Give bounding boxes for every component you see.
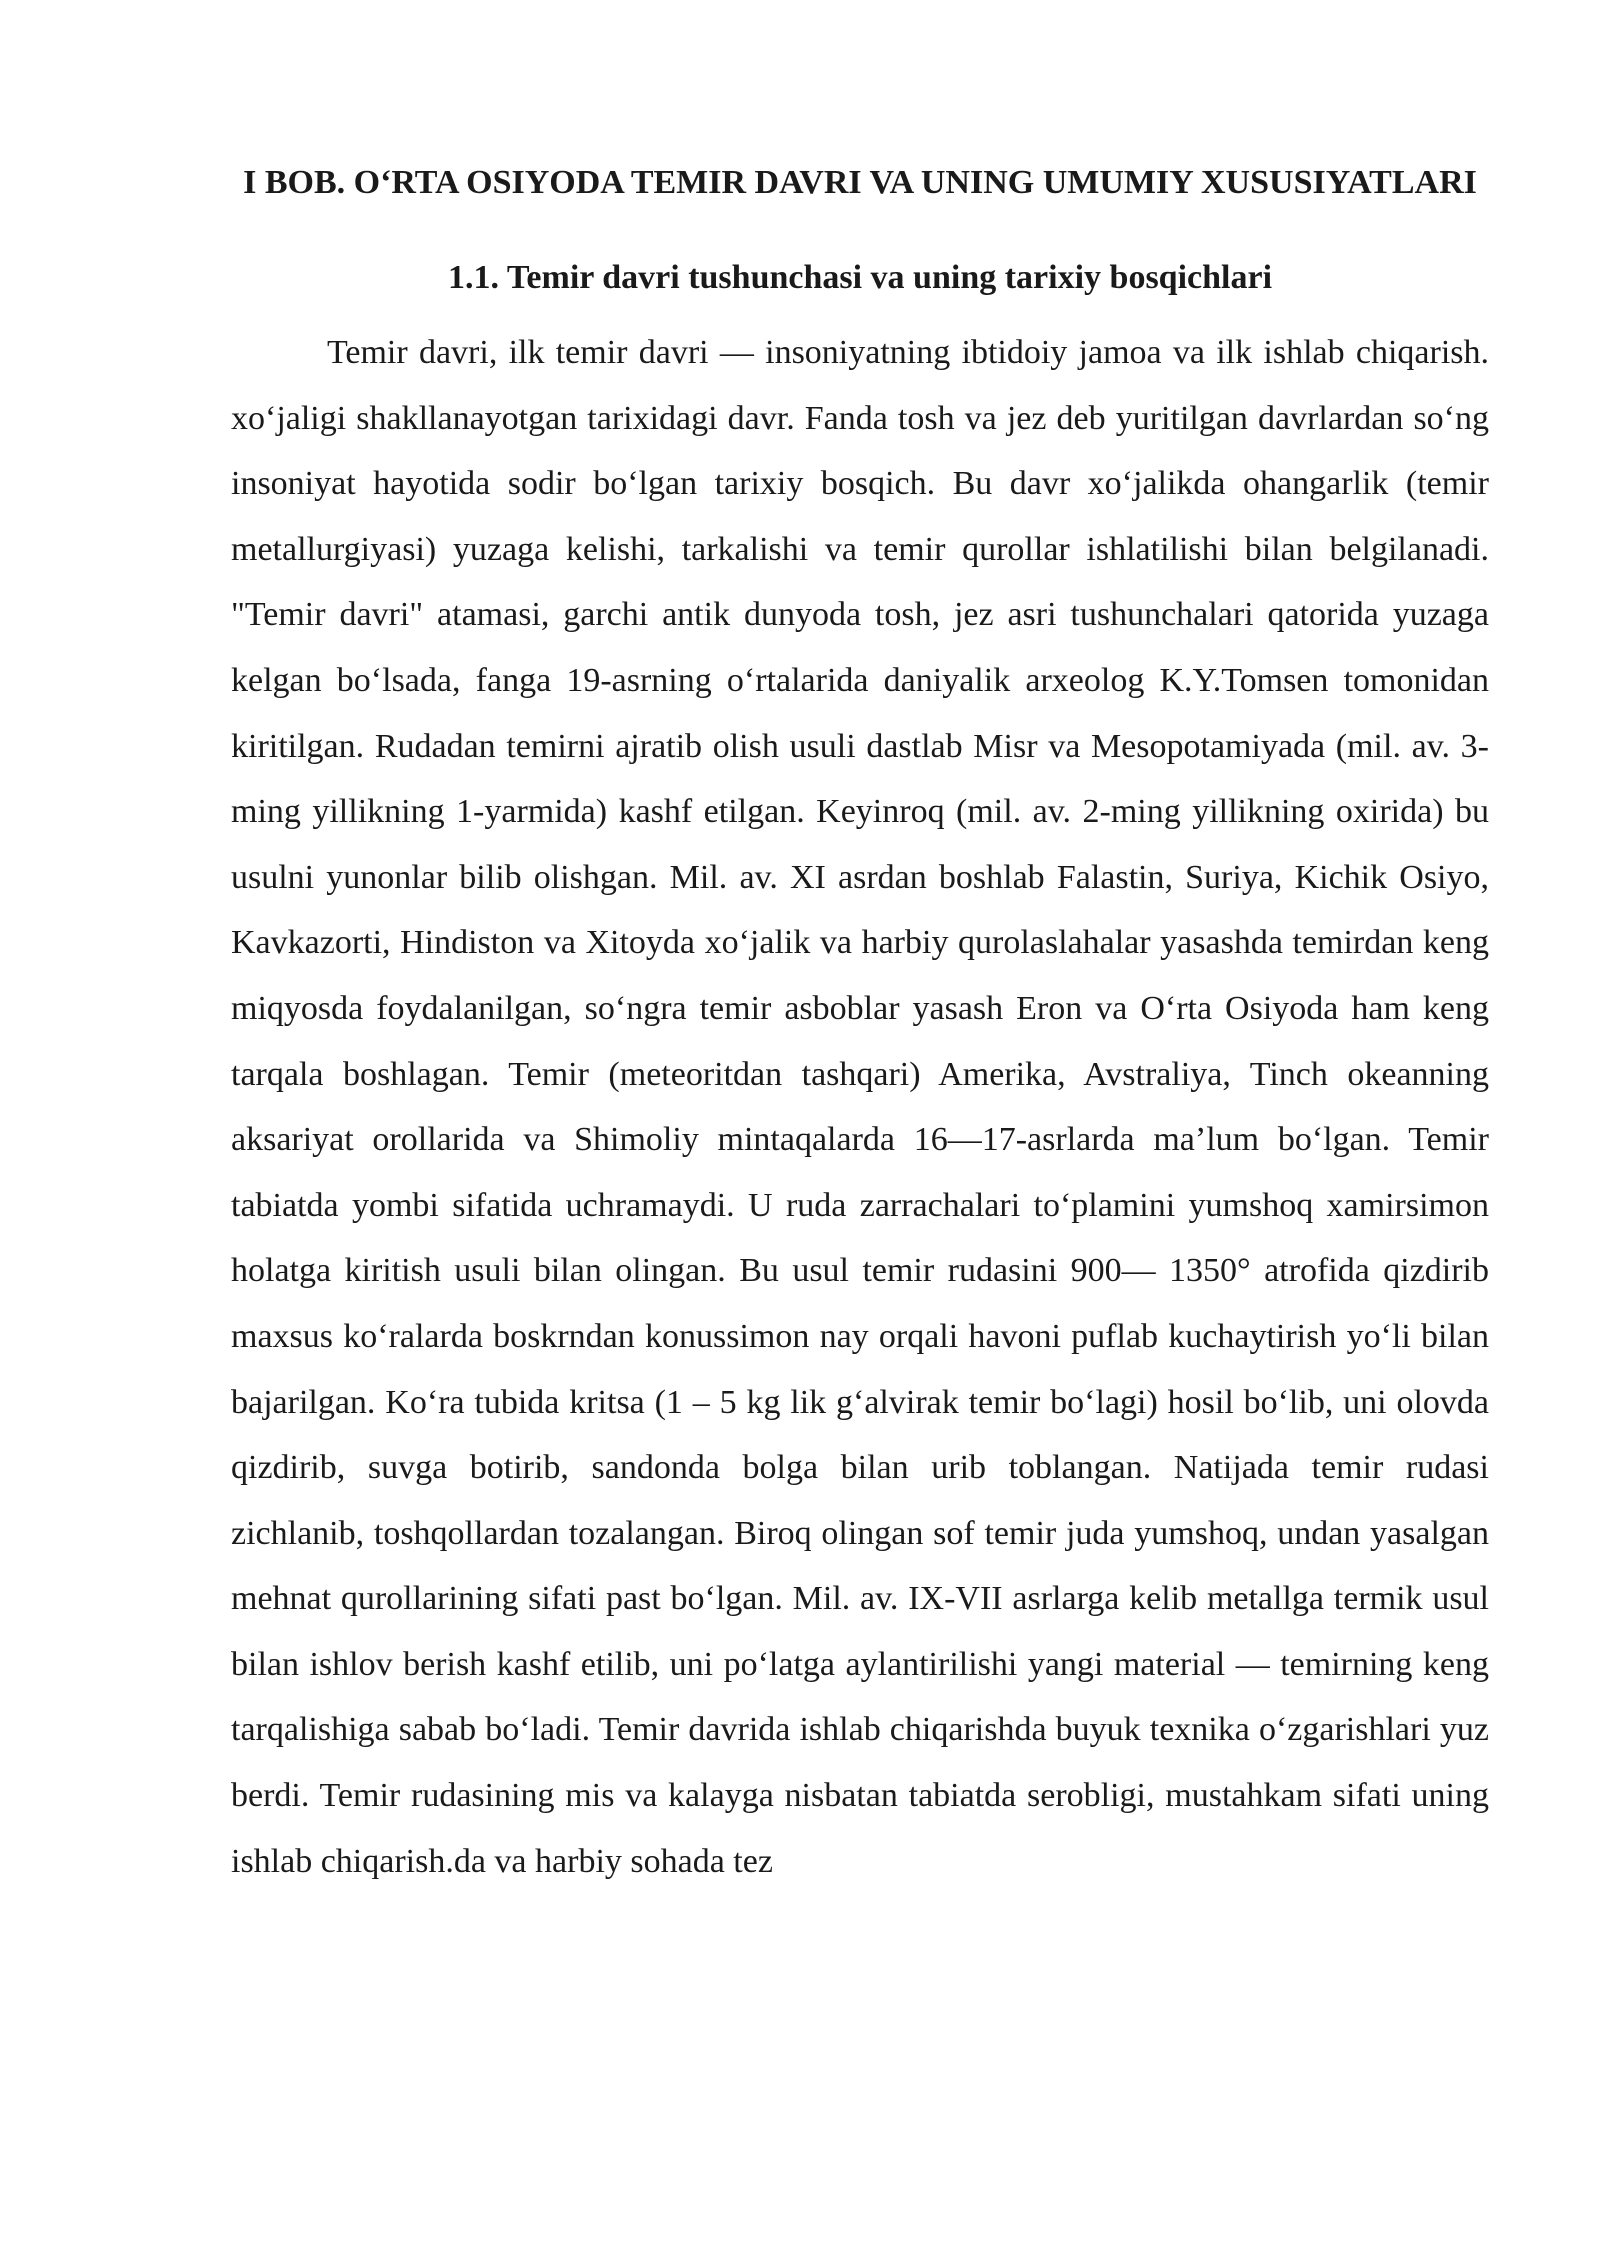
body-paragraph: Temir davri, ilk temir davri — insoniyatning ibtidoiy jamoa va ilk ishlab chiqarish. xo‘jaligi shakllanayotgan tarixidagi davr. Fanda tosh va jez deb yuritilgan davrlardan so‘ng insoniyat hayotida sodir bo‘lgan tarixiy bosqich. Bu davr xo‘jalikda ohangarlik (temir metallurgiyasi) yuzaga kelishi, tarkalishi va temir qurollar ishlatilishi bilan belgilanadi. "Temir davri" atamasi, garchi antik dunyoda tosh, jez asri tushunchalari qatorida yuzaga kelgan bo‘lsada, fanga 19-asrning o‘rtalarida daniyalik arxeolog K.Y.Tomsen tomonidan kiritilgan. Rudadan temirni ajratib olish usuli dastlab Misr va Mesopotamiyada (mil. av. 3-ming yillikning 1-yarmida) kashf etilgan. Keyinroq (mil. av. 2-ming yillikning oxirida) bu usulni yunonlar bilib olishgan. Mil. av. XI asrdan boshlab Falastin, Suriya, Kichik Osiyo, Kavkazorti, Hindiston va Xitoyda xo‘jalik va harbiy qurolaslahalar yasashda temirdan keng miqyosda foydalanilgan, so‘ngra temir asboblar yasash Eron va O‘rta Osiyoda ham keng tarqala boshlagan. Temir (meteoritdan tashqari) Amerika, Avstraliya, Tinch okeanning aksariyat orollarida va Shimoliy mintaqalarda 16—17-asrlarda ma’lum bo‘lgan. Temir tabiatda yombi sifatida uchramaydi. U ruda zarrachalari to‘plamini yumshoq xamirsimon holatga kiritish usuli bilan olingan. Bu usul temir rudasini 900— 1350° atrofida qizdirib maxsus ko‘ralarda boskrndan konussimon nay orqali havoni puflab kuchaytirish yo‘li bilan bajarilgan. Ko‘ra tubida kritsa (1 – 5 kg lik g‘alvirak temir bo‘lagi) hosil bo‘lib, uni olovda qizdirib, suvga botirib, sandonda bolga bilan urib toblangan. Natijada temir rudasi zichlanib, toshqollardan tozalangan. Biroq olingan sof temir juda yumshoq, undan yasalgan mehnat qurollarining sifati past bo‘lgan. Mil. av. IX-VII asrlarga kelib metallga termik usul bilan ishlov berish kashf etilib, uni po‘latga aylantirilishi yangi material — temirning keng tarqalishiga sabab bo‘ladi. Temir davrida ishlab chiqarishda buyuk texnika o‘zgarishlari yuz berdi. Temir rudasining mis va kalayga nisbatan tabiatda serobligi, mustahkam sifati uning ishlab chiqarish.da va harbiy sohada tez xyxy=(231,334,1489,1880)
document-page xyxy=(231,150,1489,1894)
chapter-title: I BOB. O‘RTA OSIYODA TEMIR DAVRI VA UNING UMUMIY XUSUSIYATLARI xyxy=(243,164,1477,201)
section-title: 1.1. Temir davri tushunchasi va uning tarixiy bosqichlari xyxy=(447,259,1273,296)
